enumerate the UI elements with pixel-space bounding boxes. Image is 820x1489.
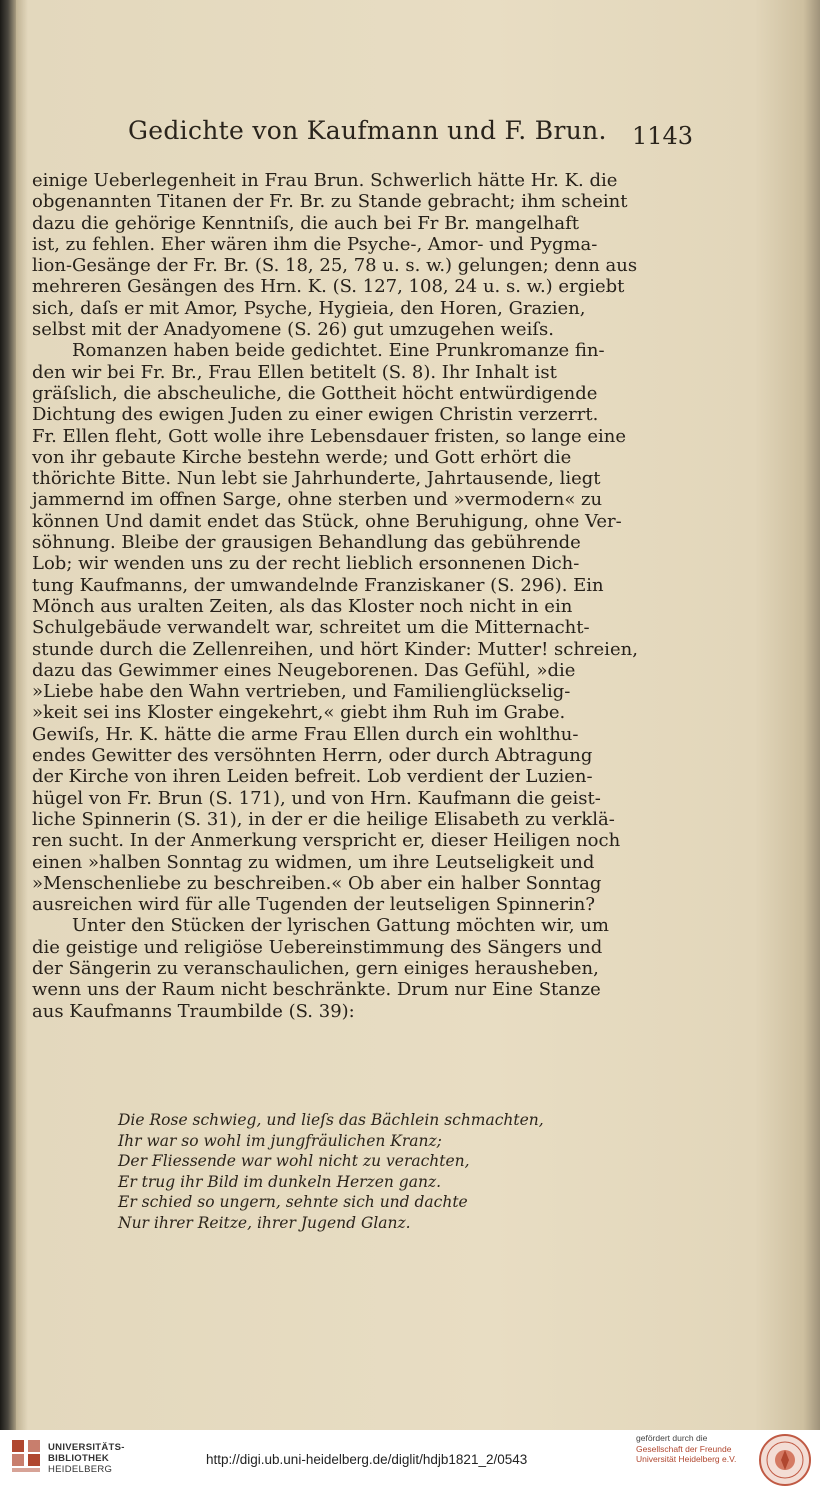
- page-header: [0, 108, 820, 158]
- sponsor-intro: gefördert durch die: [636, 1433, 708, 1443]
- book-spine-edge: [0, 0, 16, 1430]
- verse-line: Er trug ihr Bild im dunkeln Herzen ganz.: [118, 1172, 442, 1191]
- sponsor-org-line-1[interactable]: Gesellschaft der Freunde: [636, 1443, 732, 1454]
- text-line: hügel von Fr. Brun (S. 171), und von Hrn. Kaufmann die geist-: [32, 787, 601, 809]
- verse-line: Ihr war so wohl im jungfräulichen Kranz;: [118, 1131, 442, 1150]
- text-line: Unter den Stücken der lyrischen Gattung möchten wir, um: [72, 915, 609, 937]
- text-line: söhnung. Bleibe der grausigen Behandlung das gebührende: [32, 532, 581, 554]
- text-line: dazu das Gewimmer eines Neugeborenen. Das Gefühl, »die: [32, 659, 576, 681]
- text-line: lion-Gesänge der Fr. Br. (S. 18, 25, 78 u. s. w.) gelungen; denn aus: [32, 255, 638, 277]
- text-line: dazu die gehörige Kenntniſs, die auch bei Fr Br. mangelhaft: [32, 212, 579, 234]
- text-line: sich, daſs er mit Amor, Psyche, Hygieia, den Horen, Grazien,: [32, 297, 586, 319]
- text-line: Lob; wir wenden uns zu der recht lieblich ersonnenen Dich-: [32, 553, 580, 575]
- text-line: Dichtung des ewigen Juden zu einer ewigen Christin verzerrt.: [32, 404, 599, 426]
- text-line: Mönch aus uralten Zeiten, als das Kloster noch nicht in ein: [32, 595, 573, 617]
- text-line: den wir bei Fr. Br., Frau Ellen betitelt (S. 8). Ihr Inhalt ist: [32, 361, 557, 383]
- verse-line: Nur ihrer Reitze, ihrer Jugend Glanz.: [118, 1213, 411, 1232]
- library-name: [48, 1442, 125, 1475]
- text-line: Gewiſs, Hr. K. hätte die arme Frau Ellen durch ein wohlthu-: [32, 723, 579, 745]
- verse-line: Er schied so ungern, sehnte sich und dachte: [118, 1193, 468, 1212]
- text-line: einige Ueberlegenheit in Frau Brun. Schwerlich hätte Hr. K. die: [32, 170, 618, 191]
- body-text: [32, 170, 692, 1022]
- library-line-1: UNIVERSITÄTS-: [48, 1442, 125, 1453]
- text-line: stunde durch die Zellenreihen, und hört Kinder: Mutter! schreien,: [32, 638, 638, 660]
- text-line: von ihr gebaute Kirche bestehn werde; und Gott erhört die: [32, 446, 572, 468]
- text-line: Schulgebäude verwandelt war, schreitet um die Mitternacht-: [32, 617, 590, 639]
- text-line: selbst mit der Anadyomene (S. 26) gut umzugehen weiſs.: [32, 319, 554, 341]
- text-line: der Sängerin zu veranschaulichen, gern einiges herausheben,: [32, 957, 599, 979]
- text-line: mehreren Gesängen des Hrn. K. (S. 127, 108, 24 u. s. w.) ergiebt: [32, 276, 625, 298]
- text-line: Romanzen haben beide gedichtet. Eine Prunkromanze fin-: [72, 340, 605, 362]
- text-line: jammernd im offnen Sarge, ohne sterben und »vermodern« zu: [32, 489, 603, 511]
- text-line: ausreichen wird für alle Tugenden der leutseligen Spinnerin?: [32, 894, 595, 916]
- library-line-3: HEIDELBERG: [48, 1464, 113, 1475]
- page-number: 1143: [632, 122, 694, 150]
- text-line: aus Kaufmanns Traumbilde (S. 39):: [32, 1000, 355, 1022]
- permalink-url[interactable]: http://digi.ub.uni-heidelberg.de/diglit/hdjb1821_2/0543: [206, 1452, 528, 1467]
- text-line: obgenannten Titanen der Fr. Br. zu Stande gebracht; ihm scheint: [32, 191, 628, 213]
- text-line: ist, zu fehlen. Eher wären ihm die Psyche-, Amor- und Pygma-: [32, 233, 598, 255]
- text-line: »Liebe habe den Wahn vertrieben, und Familienglückselig-: [32, 681, 571, 703]
- text-line: einen »halben Sonntag zu widmen, um ihre Leutseligkeit und: [32, 851, 595, 873]
- text-line: ren sucht. In der Anmerkung verspricht er, dieser Heiligen noch: [32, 830, 621, 852]
- text-line: die geistige und religiöse Uebereinstimmung des Sängers und: [32, 936, 603, 958]
- text-line: gräſslich, die abscheuliche, die Gottheit höcht entwürdigende: [32, 382, 598, 404]
- verse-stanza: [118, 1110, 638, 1234]
- text-line: der Kirche von ihren Leiden befreit. Lob verdient der Luzien-: [32, 766, 593, 788]
- verse-line: Die Rose schwieg, und lieſs das Bächlein schmachten,: [118, 1111, 544, 1129]
- text-line: können Und damit endet das Stück, ohne Beruhigung, ohne Ver-: [32, 510, 622, 532]
- library-line-2: BIBLIOTHEK: [48, 1453, 110, 1464]
- text-line: tung Kaufmanns, der umwandelnde Franziskaner (S. 296). Ein: [32, 574, 604, 596]
- sponsor-note: [636, 1433, 736, 1465]
- text-line: endes Gewitter des versöhnten Herrn, oder durch Abtragung: [32, 745, 593, 767]
- verse-line: Der Fliessende war wohl nicht zu verachten,: [118, 1152, 470, 1171]
- ub-heidelberg-logo-icon[interactable]: [10, 1438, 42, 1480]
- viewer-footer: [0, 1430, 820, 1489]
- text-line: »keit sei ins Kloster eingekehrt,« giebt ihm Ruh im Grabe.: [32, 702, 566, 724]
- running-head: Gedichte von Kaufmann und F. Brun.: [128, 116, 607, 145]
- sponsor-org-line-2[interactable]: Universität Heidelberg e.V.: [636, 1454, 737, 1464]
- text-line: liche Spinnerin (S. 31), in der er die heilige Elisabeth zu verklä-: [32, 808, 615, 830]
- text-line: »Menschenliebe zu beschreiben.« Ob aber ein halber Sonntag: [32, 872, 602, 894]
- text-line: Fr. Ellen fleht, Gott wolle ihre Lebensdauer fristen, so lange eine: [32, 425, 627, 447]
- text-line: thörichte Bitte. Nun lebt sie Jahrhunderte, Jahrtausende, liegt: [32, 468, 601, 490]
- university-seal-icon: [758, 1433, 812, 1487]
- text-line: wenn uns der Raum nicht beschränkte. Drum nur Eine Stanze: [32, 979, 601, 1001]
